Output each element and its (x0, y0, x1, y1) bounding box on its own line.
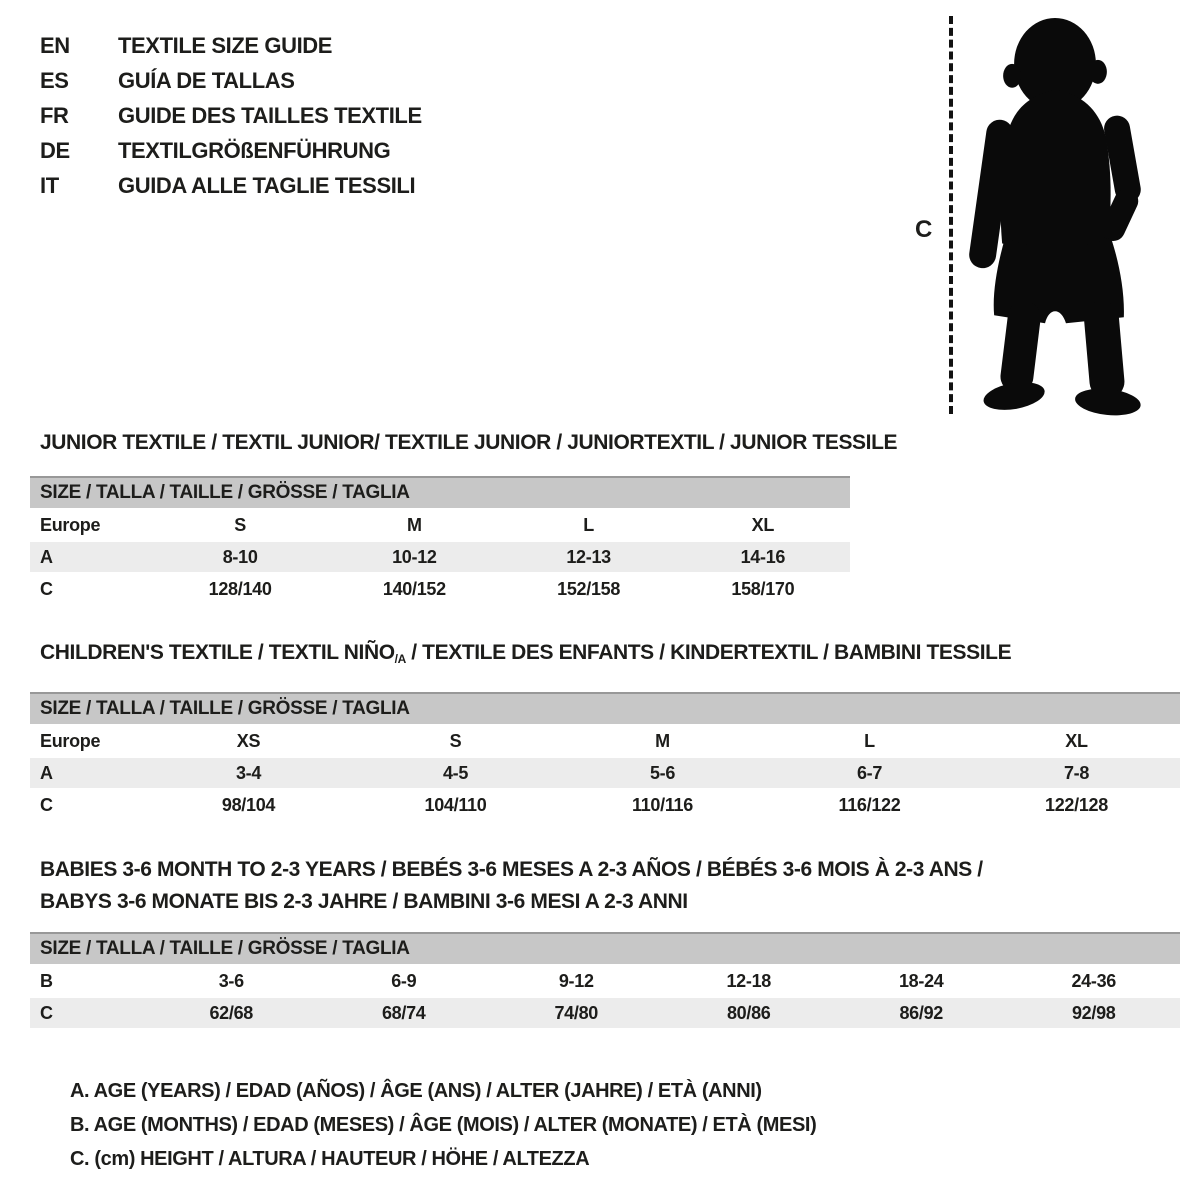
value-cell: 68/74 (318, 997, 491, 1029)
size-cell: XS (145, 725, 352, 757)
babies-title-line2: BABYS 3-6 MONATE BIS 2-3 JAHRE / BAMBINI 3-6 MESI A 2-3 ANNI (40, 890, 688, 913)
babies-size-table (30, 932, 1180, 1030)
table-row-months (30, 965, 1180, 997)
value-cell: 6-9 (318, 965, 491, 997)
language-title: TEXTILGRÖßENFÜHRUNG (118, 137, 391, 163)
size-header-cell: SIZE / TALLA / TAILLE / GRÖSSE / TAGLIA (30, 477, 850, 509)
toddler-silhouette-icon (967, 12, 1143, 416)
row-label: B (30, 965, 145, 997)
legend-line-c: C. (cm) HEIGHT / ALTURA / HAUTEUR / HÖHE / ALTEZZA (70, 1148, 590, 1170)
value-cell: 158/170 (676, 573, 850, 605)
value-cell: 98/104 (145, 789, 352, 821)
size-header-cell: SIZE / TALLA / TAILLE / GRÖSSE / TAGLIA (30, 693, 1180, 725)
value-cell: 110/116 (559, 789, 766, 821)
row-label: A (30, 541, 153, 573)
size-cell: XL (973, 725, 1180, 757)
table-header-row (30, 477, 850, 509)
language-row (40, 98, 422, 133)
size-header-cell: SIZE / TALLA / TAILLE / GRÖSSE / TAGLIA (30, 933, 1180, 965)
legend-line-a: A. AGE (YEARS) / EDAD (AÑOS) / ÂGE (ANS) / ALTER (JAHRE) / ETÀ (ANNI) (70, 1080, 762, 1102)
value-cell: 8-10 (153, 541, 327, 573)
size-cell: S (352, 725, 559, 757)
height-dashed-line (949, 16, 953, 414)
row-label: Europe (30, 725, 145, 757)
value-cell: 116/122 (766, 789, 973, 821)
value-cell: 104/110 (352, 789, 559, 821)
language-list (40, 28, 422, 203)
language-code: EN (40, 32, 70, 58)
junior-section-title: JUNIOR TEXTILE / TEXTIL JUNIOR/ TEXTILE JUNIOR / JUNIORTEXTIL / JUNIOR TESSILE (40, 431, 898, 454)
value-cell: 128/140 (153, 573, 327, 605)
children-section-title (40, 640, 1180, 672)
value-cell: 92/98 (1008, 997, 1181, 1029)
value-cell: 10-12 (327, 541, 501, 573)
value-cell: 24-36 (1008, 965, 1181, 997)
legend (70, 1074, 1180, 1176)
value-cell: 86/92 (835, 997, 1008, 1029)
language-code: IT (40, 172, 59, 198)
language-code: FR (40, 102, 69, 128)
tables-section (0, 430, 1200, 1176)
table-row-age (30, 757, 1180, 789)
language-title: TEXTILE SIZE GUIDE (118, 32, 333, 58)
size-cell: XL (676, 509, 850, 541)
row-label: Europe (30, 509, 153, 541)
junior-size-table (30, 476, 850, 606)
value-cell: 6-7 (766, 757, 973, 789)
title-suffix: / TEXTILE DES ENFANTS / KINDERTEXTIL / BAMBINI TESSILE (405, 641, 1012, 664)
value-cell: 140/152 (327, 573, 501, 605)
title-subscript: /A (394, 652, 406, 666)
language-title: GUÍA DE TALLAS (118, 67, 295, 93)
language-row (40, 63, 422, 98)
language-row (40, 133, 422, 168)
value-cell: 74/80 (490, 997, 663, 1029)
value-cell: 152/158 (502, 573, 676, 605)
table-row-age (30, 541, 850, 573)
language-code: DE (40, 137, 70, 163)
value-cell: 12-18 (663, 965, 836, 997)
height-measure-figure (905, 8, 1165, 423)
row-label: C (30, 997, 145, 1029)
babies-section (30, 854, 1180, 1030)
size-cell: M (559, 725, 766, 757)
value-cell: 62/68 (145, 997, 318, 1029)
table-row-europe (30, 509, 850, 541)
size-cell: L (502, 509, 676, 541)
size-cell: M (327, 509, 501, 541)
legend-line-b: B. AGE (MONTHS) / EDAD (MESES) / ÂGE (MOIS) / ALTER (MONATE) / ETÀ (MESI) (70, 1114, 817, 1136)
value-cell: 3-4 (145, 757, 352, 789)
row-label: C (30, 789, 145, 821)
size-cell: S (153, 509, 327, 541)
value-cell: 5-6 (559, 757, 766, 789)
babies-section-title (40, 854, 1180, 918)
value-cell: 12-13 (502, 541, 676, 573)
value-cell: 7-8 (973, 757, 1180, 789)
value-cell: 80/86 (663, 997, 836, 1029)
value-cell: 3-6 (145, 965, 318, 997)
children-size-table (30, 692, 1180, 822)
language-title: GUIDA ALLE TAGLIE TESSILI (118, 172, 416, 198)
row-label: C (30, 573, 153, 605)
table-row-height (30, 789, 1180, 821)
table-header-row (30, 933, 1180, 965)
header-section (0, 0, 1200, 430)
language-row (40, 28, 422, 63)
babies-title-line1: BABIES 3-6 MONTH TO 2-3 YEARS / BEBÉS 3-6 MESES A 2-3 AÑOS / BÉBÉS 3-6 MOIS À 2-3 ANS / (40, 858, 983, 881)
children-section (30, 640, 1180, 822)
table-row-europe (30, 725, 1180, 757)
title-prefix: CHILDREN'S TEXTILE / TEXTIL NIÑO (40, 641, 395, 664)
value-cell: 4-5 (352, 757, 559, 789)
value-cell: 18-24 (835, 965, 1008, 997)
table-row-height (30, 573, 850, 605)
value-cell: 14-16 (676, 541, 850, 573)
value-cell: 9-12 (490, 965, 663, 997)
row-label: A (30, 757, 145, 789)
table-header-row (30, 693, 1180, 725)
language-title: GUIDE DES TAILLES TEXTILE (118, 102, 422, 128)
language-code: ES (40, 67, 69, 93)
value-cell: 122/128 (973, 789, 1180, 821)
measure-label-c: C (915, 216, 933, 243)
size-cell: L (766, 725, 973, 757)
junior-section (30, 430, 1180, 606)
language-row (40, 168, 422, 203)
table-row-height (30, 997, 1180, 1029)
